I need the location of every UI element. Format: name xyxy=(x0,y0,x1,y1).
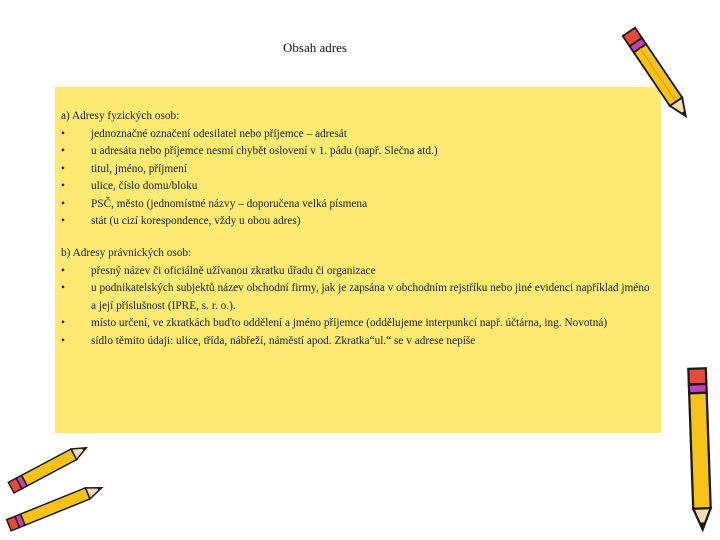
bullet: • xyxy=(61,215,65,227)
list-item-text: titul, jméno, příjmení xyxy=(91,162,188,175)
bullet: • xyxy=(61,282,65,294)
list-item xyxy=(61,280,655,315)
list-item xyxy=(61,143,655,161)
section-individuals xyxy=(61,108,655,231)
bullet-list xyxy=(61,126,655,231)
bullet: • xyxy=(61,197,65,210)
pencil-icon xyxy=(0,470,118,540)
content-box xyxy=(55,87,661,433)
list-item-text: přesný název či oficiálně užívanou zkratku úřadu či organizace xyxy=(91,264,376,277)
list-item xyxy=(61,196,655,214)
section-legal-entities xyxy=(61,245,655,350)
list-item xyxy=(61,161,655,179)
section-heading: a) Adresy fyzických osob: xyxy=(61,110,180,122)
bullet: • xyxy=(61,264,65,277)
section-heading: b) Adresy právnických osob: xyxy=(61,247,192,259)
list-item-text: místo určení, ve zkratkách buďto oddělení a jméno příjemce (oddělujeme interpunkcí např. účtárna, ing. Novotná) xyxy=(91,317,608,329)
list-item-text: sídlo těmito údaji: ulice, třída, nábřeží, náměstí apod. Zkratka“ul.“ se v adrese nepíše xyxy=(91,334,476,347)
bullet: • xyxy=(61,334,65,347)
bullet: • xyxy=(61,145,65,157)
list-item-text: u podnikatelských subjektů název obchodní firmy, jak je zapsána v obchodním rejstříku nebo jiné evidenci například jméno a její příslušnost (IPRE, s. r. o.). xyxy=(91,282,650,312)
bullet: • xyxy=(61,180,65,192)
page-title: Obsah adres xyxy=(283,40,347,55)
list-item-text: u adresáta nebo příjemce nesmí chybět oslovení v 1. pádu (např. Slečna atd.) xyxy=(91,145,438,157)
list-item xyxy=(61,263,655,281)
list-item-text: jednoznačné označení odesilatel nebo příjemce – adresát xyxy=(91,127,347,140)
pencil-icon xyxy=(680,365,720,540)
bullet-list xyxy=(61,263,655,351)
bullet: • xyxy=(61,127,65,140)
pencil-icon xyxy=(596,0,720,150)
list-item xyxy=(61,315,655,333)
bullet: • xyxy=(61,317,65,329)
list-item xyxy=(61,178,655,196)
list-item-text: stát (u cizí korespondence, vždy u obou adres) xyxy=(91,215,301,227)
list-item xyxy=(61,333,655,351)
bullet: • xyxy=(61,162,65,175)
list-item xyxy=(61,213,655,231)
list-item-text: ulice, číslo domu/bloku xyxy=(91,180,198,192)
list-item-text: PSČ, město (jednomístné názvy – doporučena velká písmena xyxy=(91,197,368,210)
list-item xyxy=(61,126,655,144)
